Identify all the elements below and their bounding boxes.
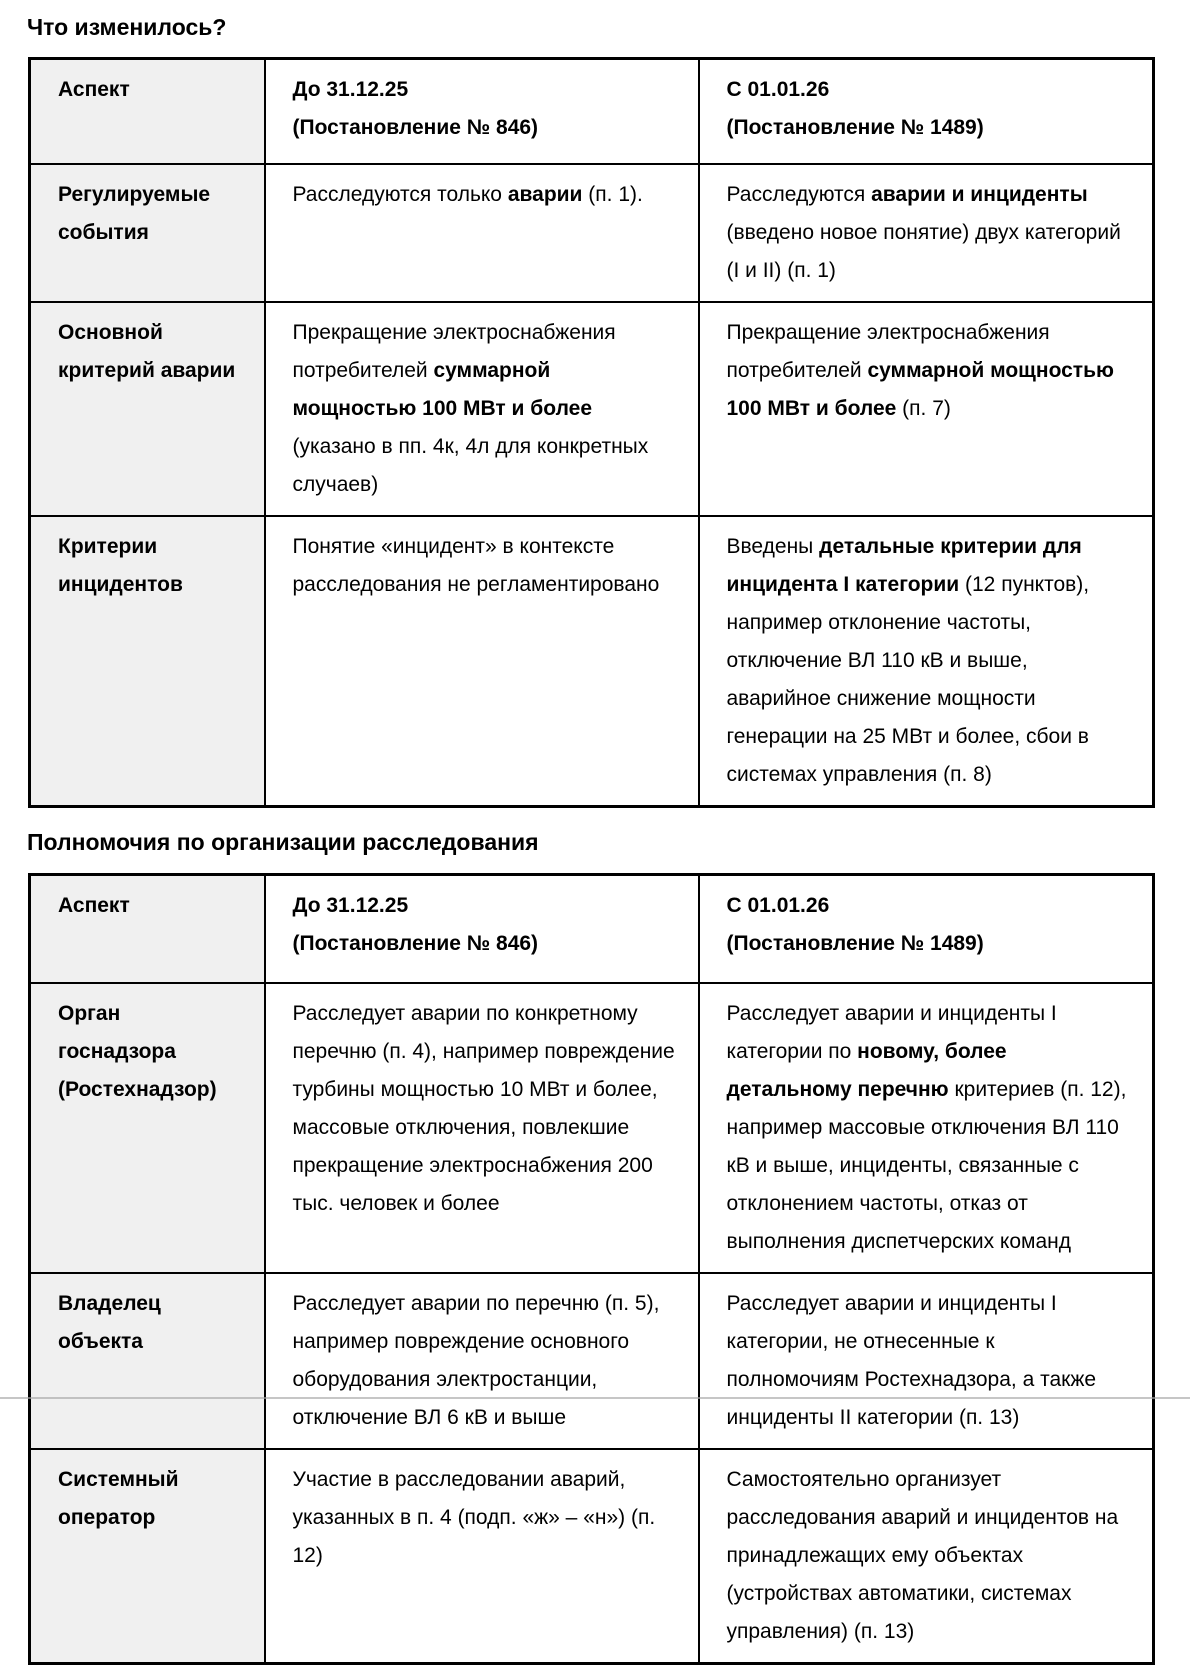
after-header-line2: (Постановление № 1489)	[727, 925, 1131, 963]
table-header-row	[30, 59, 1154, 164]
table-header-row	[30, 874, 1154, 983]
before-header-line2: (Постановление № 846)	[293, 109, 676, 147]
table-row	[30, 983, 1154, 1273]
row-label-cell: Орган госнадзора (Ростехнадзор)	[30, 983, 265, 1273]
section-title-changes: Что изменилось?	[27, 12, 1190, 42]
aspect-header-cell: Аспект	[30, 874, 265, 983]
after-cell: Расследует аварии и инциденты I категории, не отнесенные к полномочиям Ростехнадзора, а также инциденты II категории (п. 13)	[699, 1273, 1154, 1449]
after-cell: Расследуются аварии и инциденты (введено новое понятие) двух категорий (I и II) (п. 1)	[699, 164, 1154, 302]
after-header-line2: (Постановление № 1489)	[727, 109, 1131, 147]
before-header-line1: До 31.12.25	[293, 71, 676, 109]
row-label-cell: Владелец объекта	[30, 1273, 265, 1449]
before-header-line2: (Постановление № 846)	[293, 925, 676, 963]
after-header-line1: С 01.01.26	[727, 71, 1131, 109]
comparison-table-changes	[28, 57, 1155, 808]
row-label-cell: Регулируемые события	[30, 164, 265, 302]
table-row	[30, 164, 1154, 302]
section-title-powers: Полномочия по организации расследования	[27, 827, 1190, 857]
after-cell: Расследует аварии и инциденты I категории по новому, более детальному перечню критериев (п. 12), например массовые отключения ВЛ 110 кВ и выше, инциденты, связанные с отклонением частоты, отказ от выполнения диспетчерских команд	[699, 983, 1154, 1273]
before-cell: Расследуются только аварии (п. 1).	[265, 164, 699, 302]
table-row	[30, 516, 1154, 807]
before-column-header	[265, 874, 699, 983]
before-cell: Участие в расследовании аварий, указанных в п. 4 (подп. «ж» – «н») (п. 12)	[265, 1449, 699, 1664]
row-label-cell: Критерии инцидентов	[30, 516, 265, 807]
table-row	[30, 302, 1154, 516]
row-label-cell: Основной критерий аварии	[30, 302, 265, 516]
aspect-header-cell: Аспект	[30, 59, 265, 164]
before-cell: Понятие «инцидент» в контексте расследования не регламентировано	[265, 516, 699, 807]
before-header-line1: До 31.12.25	[293, 887, 676, 925]
before-cell: Прекращение электроснабжения потребителей суммарной мощностью 100 МВт и более (указано в пп. 4к, 4л для конкретных случаев)	[265, 302, 699, 516]
row-label-cell: Системный оператор	[30, 1449, 265, 1664]
table-row	[30, 1449, 1154, 1664]
before-cell: Расследует аварии по перечню (п. 5), например повреждение основного оборудования электростанции, отключение ВЛ 6 кВ и выше	[265, 1273, 699, 1449]
after-header-line1: С 01.01.26	[727, 887, 1131, 925]
before-column-header	[265, 59, 699, 164]
after-cell: Введены детальные критерии для инцидента I категории (12 пунктов), например отклонение частоты, отключение ВЛ 110 кВ и выше, аварийное снижение мощности генерации на 25 МВт и более, сбои в системах управления (п. 8)	[699, 516, 1154, 807]
after-cell: Прекращение электроснабжения потребителей суммарной мощностью 100 МВт и более (п. 7)	[699, 302, 1154, 516]
after-column-header	[699, 59, 1154, 164]
before-cell: Расследует аварии по конкретному перечню (п. 4), например повреждение турбины мощностью 10 МВт и более, массовые отключения, повлекшие прекращение электроснабжения 200 тыс. человек и более	[265, 983, 699, 1273]
after-cell: Самостоятельно организует расследования аварий и инцидентов на принадлежащих ему объектах (устройствах автоматики, системах управления) (п. 13)	[699, 1449, 1154, 1664]
page-bottom-divider	[0, 1397, 1190, 1399]
after-column-header	[699, 874, 1154, 983]
table-row	[30, 1273, 1154, 1449]
comparison-table-powers	[28, 873, 1155, 1665]
